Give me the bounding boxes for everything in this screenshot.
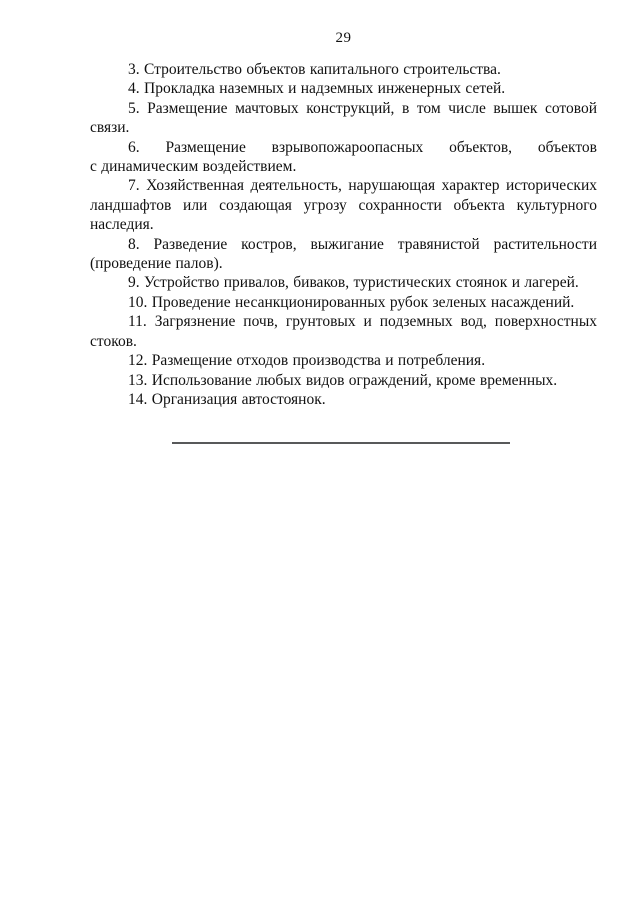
text-line: 9. Устройство привалов, биваков, туристических стоянок и лагерей. [128,274,579,292]
text-line: 7. Хозяйственная деятельность, нарушающая характер исторических [128,177,597,195]
list-item-6 [90,138,597,177]
text-line: 13. Использование любых видов ограждений, кроме временных. [128,371,558,389]
text-line: стоков. [90,332,137,350]
text-line: 10. Проведение несанкционированных рубок зеленых насаждений. [128,293,575,311]
list-item-14 [90,390,597,409]
list-item-13 [90,371,597,390]
list-item-8 [90,235,597,274]
list-item-4 [90,79,597,98]
list-item-11 [90,312,597,351]
list-item-10 [90,293,597,312]
document-body [0,60,640,409]
list-item-5 [90,99,597,138]
list-item-7 [90,176,597,234]
text-line: (проведение палов). [90,255,223,273]
text-line: 12. Размещение отходов производства и потребления. [128,352,486,370]
footnote-separator [172,442,510,444]
list-item-9 [90,273,597,292]
text-line: 5. Размещение мачтовых конструкций, в том числе вышек сотовой [128,99,597,117]
page-number: 29 [335,30,352,46]
text-line: 11. Загрязнение почв, грунтовых и подземных вод, поверхностных [128,313,597,331]
text-line: 3. Строительство объектов капитального строительства. [128,61,501,78]
list-item-12 [90,351,597,370]
text-line: 6. Размещение взрывопожароопасных объектов, объектов [128,138,597,156]
text-line: наследия. [90,216,154,234]
text-line: с динамическим воздействием. [90,158,297,176]
text-line: 8. Разведение костров, выжигание травянистой растительности [128,235,597,253]
text-line: 14. Организация автостоянок. [128,390,326,408]
text-line: 4. Прокладка наземных и надземных инженерных сетей. [128,80,506,98]
text-line: ландшафтов или создающая угрозу сохранности объекта культурного [90,196,597,214]
list-item-3 [90,60,597,79]
text-line: связи. [90,119,130,137]
